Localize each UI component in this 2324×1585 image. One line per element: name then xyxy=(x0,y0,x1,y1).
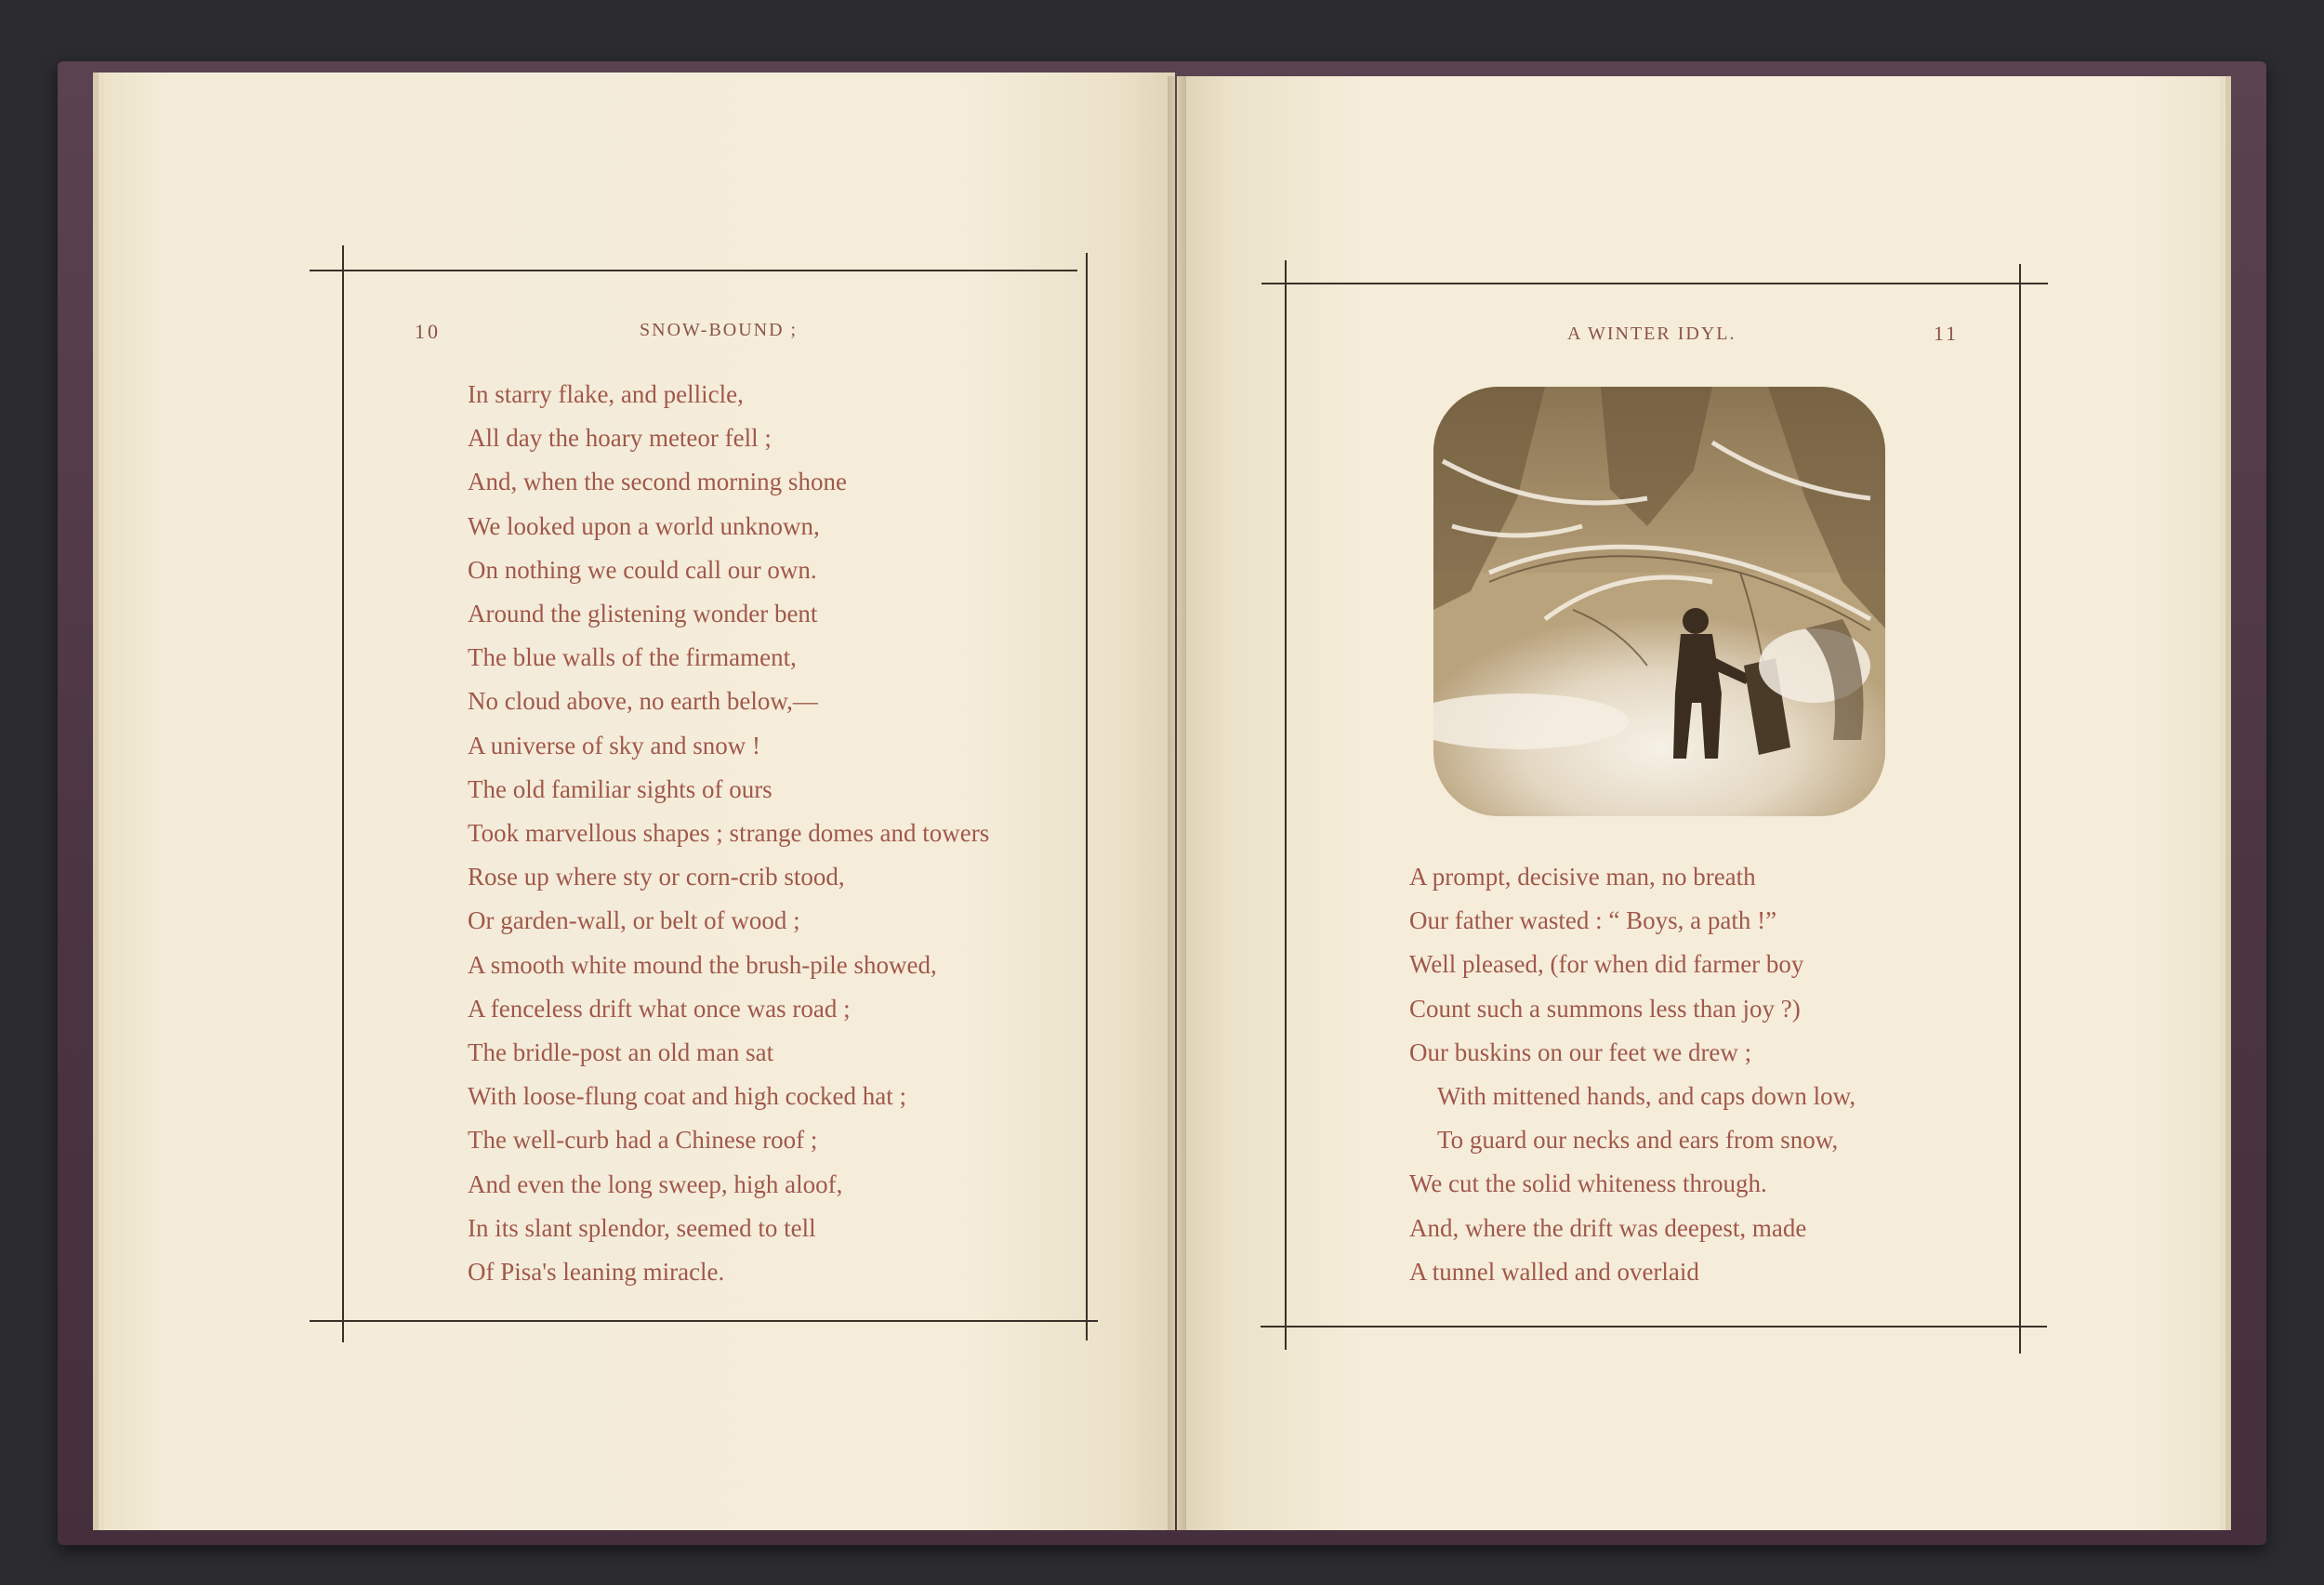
verse-line: A fenceless drift what once was road ; xyxy=(468,994,851,1023)
verse-line: A universe of sky and snow ! xyxy=(468,731,760,759)
verse-line: With mittened hands, and caps down low, xyxy=(1437,1082,1856,1111)
verse-line: A prompt, decisive man, no breath xyxy=(1409,863,1756,891)
verse-line: On nothing we could call our own. xyxy=(468,555,817,584)
right-frame-left-rule xyxy=(1285,260,1287,1350)
verse-line: The old familiar sights of ours xyxy=(468,774,772,803)
right-verse-block xyxy=(1409,855,1855,1294)
verse-line: And, where the drift was deepest, made xyxy=(1409,1213,1807,1242)
verse-line: In starry flake, and pellicle, xyxy=(468,380,744,408)
left-page-number: 10 xyxy=(415,320,441,343)
snow-scene-photograph xyxy=(1433,387,1885,816)
right-running-head: A WINTER IDYL. xyxy=(1567,324,1736,344)
verse-line: Took marvellous shapes ; strange domes and towers xyxy=(468,819,990,848)
left-running-head: SNOW-BOUND ; xyxy=(640,320,799,340)
verse-line: Around the glistening wonder bent xyxy=(468,600,818,628)
verse-line: With loose-flung coat and high cocked hat ; xyxy=(468,1082,907,1111)
left-frame-left-rule xyxy=(342,245,344,1342)
left-frame-right-rule xyxy=(1086,253,1088,1341)
left-frame-bottom-rule xyxy=(310,1320,1098,1322)
verse-line: Rose up where sty or corn-crib stood, xyxy=(468,863,845,892)
verse-line: Of Pisa's leaning miracle. xyxy=(468,1258,725,1287)
verse-line: All day the hoary meteor fell ; xyxy=(468,424,772,453)
left-verse-block xyxy=(468,373,989,1294)
verse-line: To guard our necks and ears from snow, xyxy=(1437,1126,1839,1155)
verse-line: Count such a summons less than joy ?) xyxy=(1409,994,1801,1023)
verse-line: Well pleased, (for when did farmer boy xyxy=(1409,950,1804,979)
snow-scene-illustration xyxy=(1433,387,1885,816)
verse-line: We looked upon a world unknown, xyxy=(468,511,820,540)
book-gutter xyxy=(1168,76,1186,1530)
right-page-number: 11 xyxy=(1934,322,1960,345)
verse-line: A tunnel walled and overlaid xyxy=(1409,1257,1699,1286)
verse-line: And even the long sweep, high aloof, xyxy=(468,1169,843,1198)
verse-line: The well-curb had a Chinese roof ; xyxy=(468,1126,818,1155)
verse-line: Or garden-wall, or belt of wood ; xyxy=(468,906,800,935)
verse-line: A smooth white mound the brush-pile showed, xyxy=(468,950,937,979)
verse-line: In its slant splendor, seemed to tell xyxy=(468,1213,816,1242)
verse-line: The bridle-post an old man sat xyxy=(468,1038,774,1067)
verse-line: Our buskins on our feet we drew ; xyxy=(1409,1037,1752,1066)
right-frame-bottom-rule xyxy=(1261,1326,2047,1327)
verse-line: We cut the solid whiteness through. xyxy=(1409,1169,1767,1198)
right-frame-right-rule xyxy=(2019,264,2021,1354)
verse-line: The blue walls of the firmament, xyxy=(468,643,797,672)
verse-line: No cloud above, no earth below,— xyxy=(468,687,818,716)
verse-line: And, when the second morning shone xyxy=(468,468,847,496)
verse-line: Our father wasted : “ Boys, a path !” xyxy=(1409,906,1777,935)
left-frame-top-rule xyxy=(310,270,1077,271)
right-frame-top-rule xyxy=(1261,283,2048,284)
